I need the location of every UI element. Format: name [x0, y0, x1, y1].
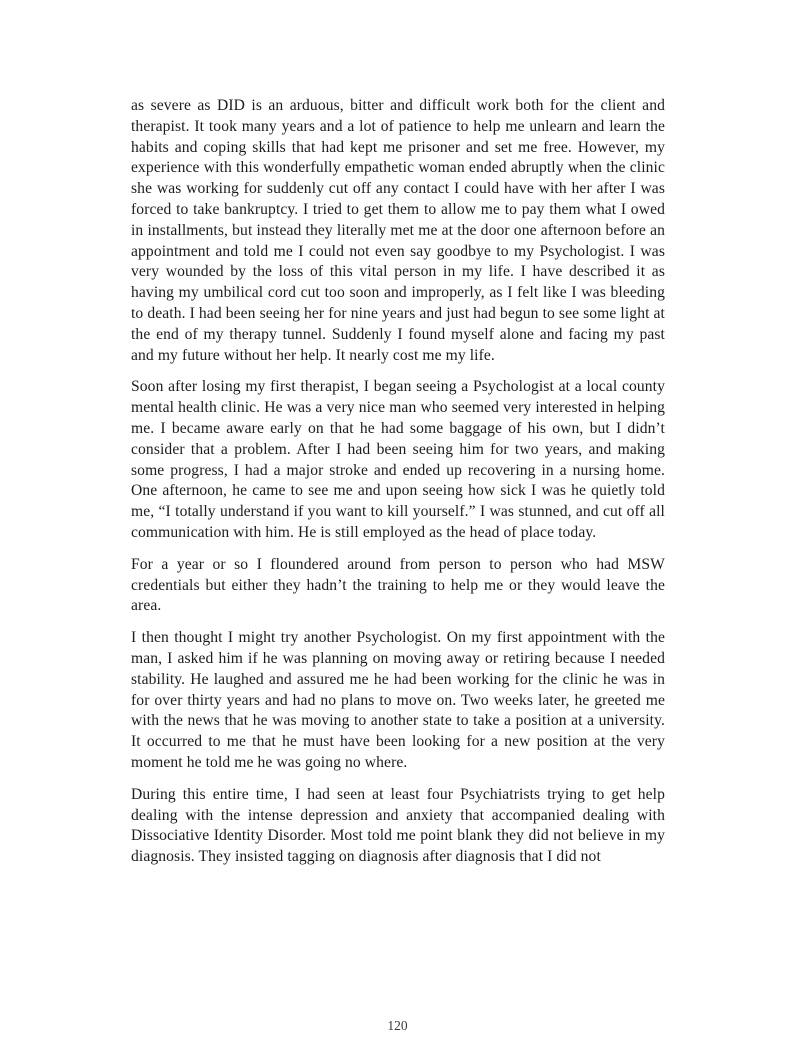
paragraph: as severe as DID is an arduous, bitter and difficult work both for the client and therapist. It took many years and a lot of patience to help me unlearn and learn the habits and coping skills that had kept me prisoner and set me free. However, my experience with this wonderfully empathetic woman ended abruptly when the clinic she was working for suddenly cut off any contact I could have with her after I was forced to take bankruptcy. I tried to get them to allow me to pay them what I owed in installments, but instead they literally met me at the door one afternoon before an appointment and told me I could not even say goodbye to my Psychologist. I was very wounded by the loss of this vital person in my life. I have described it as having my umbilical cord cut too soon and improperly, as I felt like I was bleeding to death. I had been seeing her for nine years and just had begun to see some light at the end of my therapy tunnel. Suddenly I found myself alone and facing my past and my future without her help. It nearly cost me my life.: [131, 97, 665, 364]
text-block: [131, 96, 665, 879]
paragraph: I then thought I might try another Psychologist. On my first appointment with the man, I asked him if he was planning on moving away or retiring because I needed stability. He laughed and assured me he had been working for the clinic he was in for over thirty years and had no plans to move on. Two weeks later, he greeted me with the news that he was moving to another state to take a position at a university. It occurred to me that he must have been looking for a new position at the very moment he told me he was going no where.: [131, 629, 665, 771]
paragraph: During this entire time, I had seen at least four Psychiatrists trying to get help dealing with the intense depression and anxiety that accompanied dealing with Dissociative Identity Disorder. Most told me point blank they did not believe in my diagnosis. They insisted tagging on diagnosis after diagnosis that I did not: [131, 785, 665, 866]
page-number: 120: [387, 1018, 408, 1033]
paragraph: For a year or so I floundered around from person to person who had MSW credentials but either they hadn’t the training to help me or they would leave the area.: [131, 555, 665, 615]
paragraph: Soon after losing my first therapist, I began seeing a Psychologist at a local county mental health clinic. He was a very nice man who seemed very interested in helping me. I became aware early on that he had some baggage of his own, but I didn’t consider that a problem. After I had been seeing him for two years, and making some progress, I had a major stroke and ended up recovering in a nursing home. One afternoon, he came to see me and upon seeing how sick I was he quietly told me, “I totally understand if you want to kill yourself.” I was stunned, and cut off all communication with him. He is still employed as the head of place today.: [131, 378, 665, 541]
